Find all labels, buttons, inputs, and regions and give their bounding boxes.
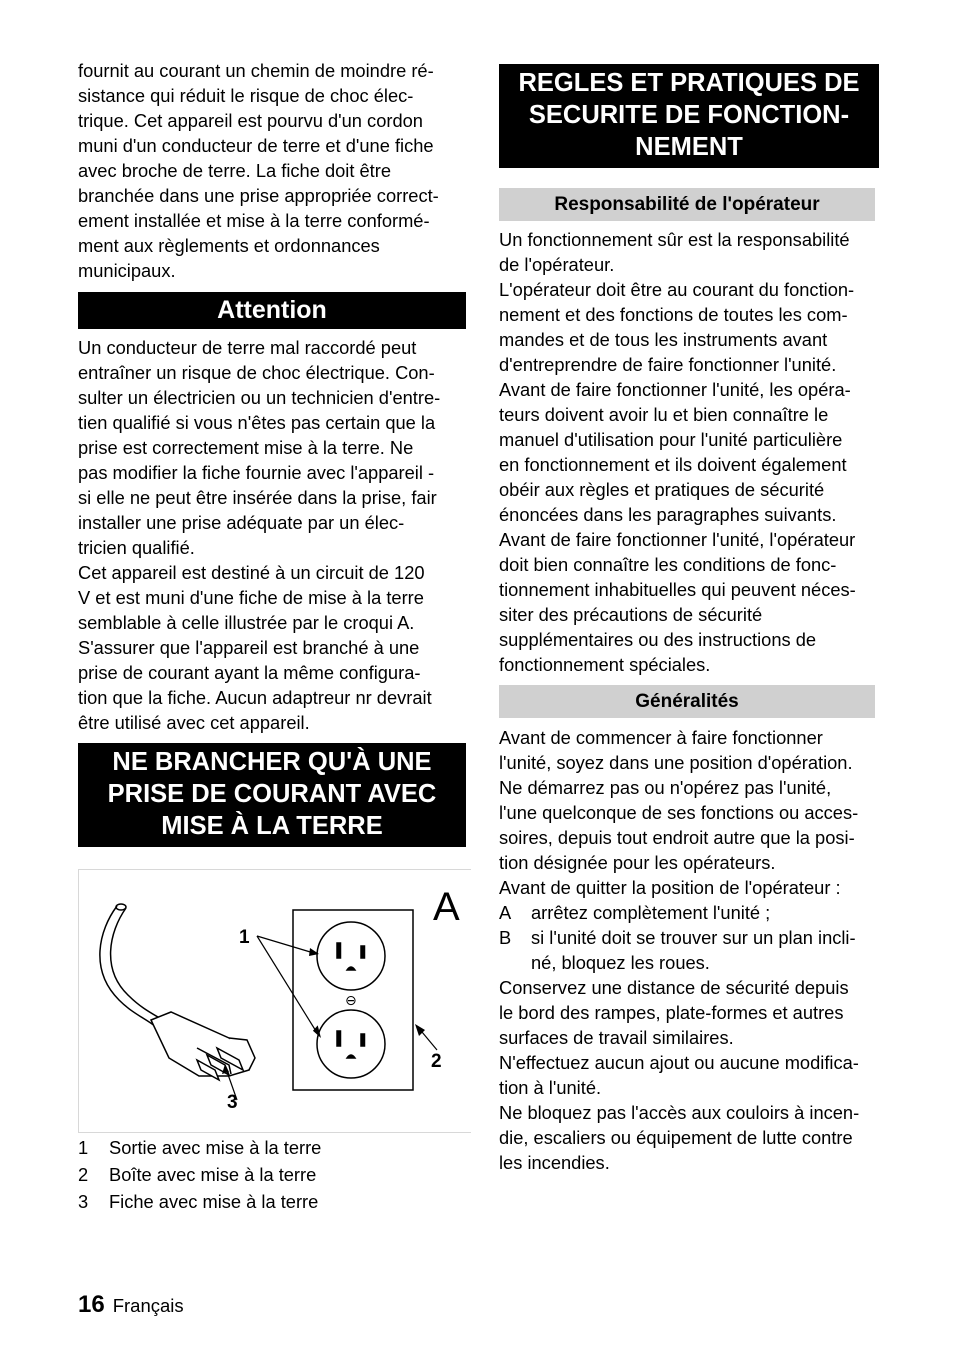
operator-responsibility-paragraph — [499, 227, 897, 677]
text-line: L'opérateur doit être au courant du fonction- — [499, 279, 855, 300]
callout-2: 2 — [431, 1051, 442, 1072]
text-line: nement et des fonctions de toutes les com- — [499, 304, 848, 325]
text-line: mandes et de tous les instruments avant — [499, 329, 828, 350]
ground-screw-symbol: ⊖ — [345, 993, 357, 1009]
text-line: Conservez une distance de sécurité depuis — [499, 977, 849, 998]
text-line: sistance qui réduit le risque de choc élec- — [78, 85, 414, 106]
page-footer — [78, 1291, 184, 1319]
general-paragraph-continued — [499, 975, 897, 1175]
text-line: de l'opérateur. — [499, 254, 615, 275]
text-line: tricien qualifié. — [78, 537, 195, 558]
operator-steps-list — [499, 900, 897, 975]
heading-line: NEMENT — [635, 133, 743, 161]
heading-line: PRISE DE COURANT AVEC — [107, 780, 437, 808]
heading-line: NE BRANCHER QU'À UNE — [112, 748, 432, 776]
grounding-warning-heading — [78, 743, 466, 847]
list-text: arrêtez complètement l'unité ; — [531, 902, 771, 923]
legend-number: 1 — [78, 1137, 89, 1158]
legend-number: 2 — [78, 1164, 89, 1185]
intro-paragraph — [78, 58, 468, 283]
text-line: être utilisé avec cet appareil. — [78, 712, 310, 733]
text-line: Avant de quitter la position de l'opérateur : — [499, 877, 841, 898]
text-line: muni d'un conducteur de terre et d'une fiche — [78, 135, 434, 156]
text-line: pas modifier la fiche fournie avec l'appareil - — [78, 462, 435, 483]
heading-line: REGLES ET PRATIQUES DE — [518, 69, 860, 97]
page-number: 16 — [78, 1291, 105, 1318]
text-line: en fonctionnement et ils doivent également — [499, 454, 847, 475]
text-line: V et est muni d'une fiche de mise à la terre — [78, 587, 424, 608]
text-line: énoncées dans les paragraphes suivants. — [499, 504, 837, 525]
text-line: Avant de commencer à faire fonctionner — [499, 727, 823, 748]
operator-responsibility-heading: Responsabilité de l'opérateur — [499, 188, 875, 221]
figure-letter: A — [433, 885, 460, 929]
text-line: siter des précautions de sécurité — [499, 604, 763, 625]
right-column — [499, 58, 897, 1175]
text-line: municipaux. — [78, 260, 176, 281]
text-line: tion que la fiche. Aucun adaptreur nr devrait — [78, 687, 432, 708]
text-line: l'une quelconque de ses fonctions ou acces- — [499, 802, 859, 823]
callout-1: 1 — [239, 927, 250, 948]
text-line: doit bien connaître les conditions de fonc- — [499, 554, 837, 575]
text-line: Avant de faire fonctionner l'unité, l'opérateur — [499, 529, 856, 550]
text-line: ment aux règlements et ordonnances — [78, 235, 380, 256]
text-line: Cet appareil est destiné à un circuit de 120 — [78, 562, 425, 583]
heading-line: MISE À LA TERRE — [161, 812, 383, 840]
list-item — [499, 900, 897, 925]
text-line: surfaces de travail similaires. — [499, 1027, 734, 1048]
text-line: semblable à celle illustrée par le croqui A. — [78, 612, 415, 633]
text-line: tien qualifié si vous n'êtes pas certain que la — [78, 412, 436, 433]
legend-text: Sortie avec mise à la terre — [109, 1137, 322, 1158]
legend-text: Boîte avec mise à la terre — [109, 1164, 317, 1185]
text-line: S'assurer que l'appareil est branché à une — [78, 637, 420, 658]
text-line: fonctionnement spéciales. — [499, 654, 711, 675]
text-line: avec broche de terre. La fiche doit être — [78, 160, 391, 181]
text-line: les incendies. — [499, 1152, 610, 1173]
heading-line: SECURITE DE FONCTION- — [528, 101, 850, 129]
text-line: le bord des rampes, plate-formes et autres — [499, 1002, 844, 1023]
text-line: die, escaliers ou équipement de lutte contre — [499, 1127, 853, 1148]
legend-number: 3 — [78, 1191, 89, 1212]
plug-cord-icon — [100, 904, 163, 1028]
text-line: ement installée et mise à la terre conformé- — [78, 210, 430, 231]
text-line: fournit au courant un chemin de moindre ré- — [78, 60, 434, 81]
text-line: tionnement inhabituelles qui peuvent néces- — [499, 579, 856, 600]
plug-outlet-illustration — [79, 870, 471, 1132]
text-line: prise de courant ayant la même configura- — [78, 662, 421, 683]
left-column — [78, 58, 468, 1215]
text-line: branchée dans une prise appropriée correct- — [78, 185, 439, 206]
text-line: soires, depuis tout endroit autre que la posi- — [499, 827, 855, 848]
text-line: Un fonctionnement sûr est la responsabilité — [499, 229, 850, 250]
list-text: si l'unité doit se trouver sur un plan incli- né, bloquez les roues. — [531, 927, 856, 973]
text-line: obéir aux règles et pratiques de sécurité — [499, 479, 825, 500]
text-line: supplémentaires ou des instructions de — [499, 629, 817, 650]
text-line: teurs doivent avoir lu et bien connaître le — [499, 404, 829, 425]
legend-text: Fiche avec mise à la terre — [109, 1191, 319, 1212]
general-paragraph — [499, 725, 897, 900]
text-line: si elle ne peut être insérée dans la prise, fair — [78, 487, 437, 508]
text-line: manuel d'utilisation pour l'unité particulière — [499, 429, 843, 450]
text-line: l'unité, soyez dans une position d'opération. — [499, 752, 853, 773]
text-line: Avant de faire fonctionner l'unité, les opéra- — [499, 379, 851, 400]
text-line: tion désignée pour les opérateurs. — [499, 852, 776, 873]
legend-item — [78, 1134, 468, 1161]
list-letter: A — [499, 902, 512, 923]
callout-3: 3 — [227, 1092, 238, 1113]
grounded-plug-icon — [151, 1012, 255, 1080]
language-label: Français — [112, 1295, 184, 1316]
text-line: d'entreprendre de faire fonctionner l'unité. — [499, 354, 837, 375]
grounded-plug-figure — [78, 869, 471, 1133]
list-item — [499, 925, 897, 975]
general-heading: Généralités — [499, 685, 875, 718]
attention-paragraph — [78, 335, 468, 735]
safety-rules-heading — [499, 64, 879, 168]
text-line: entraîner un risque de choc électrique. Con- — [78, 362, 435, 383]
text-line: Ne bloquez pas l'accès aux couloirs à incen- — [499, 1102, 860, 1123]
text-line: Un conducteur de terre mal raccordé peut — [78, 337, 417, 358]
list-letter: B — [499, 927, 512, 948]
figure-legend — [78, 1134, 468, 1215]
attention-heading: Attention — [78, 292, 466, 329]
text-line: installer une prise adéquate par un élec- — [78, 512, 405, 533]
text-line: trique. Cet appareil est pourvu d'un cordon — [78, 110, 423, 131]
legend-item — [78, 1188, 468, 1215]
text-line: prise est correctement mise à la terre. Ne — [78, 437, 414, 458]
text-line: sulter un électricien ou un technicien d'entre- — [78, 387, 441, 408]
text-line: N'effectuez aucun ajout ou aucune modifica- — [499, 1052, 859, 1073]
text-line: tion à l'unité. — [499, 1077, 602, 1098]
text-line: Ne démarrez pas ou n'opérez pas l'unité, — [499, 777, 832, 798]
legend-item — [78, 1161, 468, 1188]
